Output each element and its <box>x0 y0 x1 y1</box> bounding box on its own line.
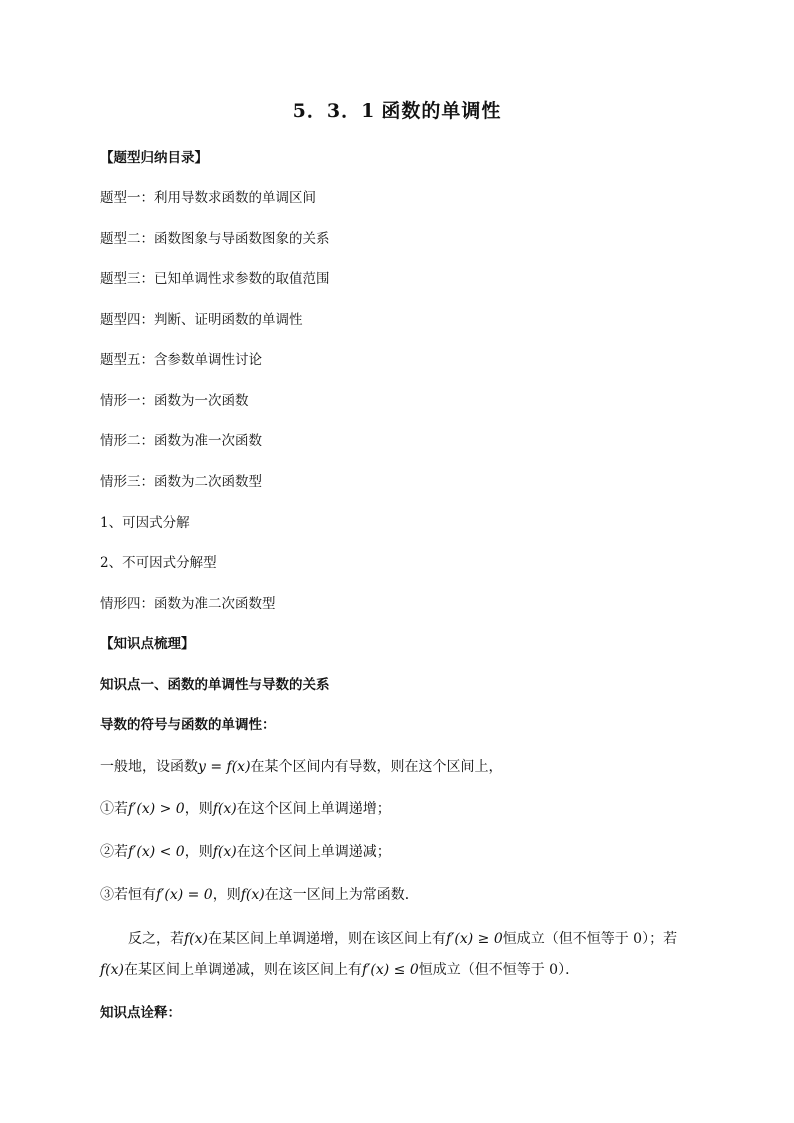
converse-text-b: 在某区间上单调递增，则在该区间上有 <box>208 931 447 947</box>
catalog-item-9: 1、可因式分解 <box>100 515 190 531</box>
converse-math-2: f′(x) ≥ 0 <box>446 931 503 947</box>
catalog-item-6: 情形一：函数为一次函数 <box>100 393 249 409</box>
converse-text-d: 在某区间上单调递减，则在该区间上有 <box>124 962 363 978</box>
converse-math-3: f(x) <box>100 962 125 978</box>
case-2-line <box>100 842 391 862</box>
case-3-text-c: 在这一区间上为常函数． <box>264 887 419 903</box>
catalog-item-7: 情形二：函数为准一次函数 <box>100 433 262 449</box>
title-text: 函数的单调性 <box>381 100 502 122</box>
intro-math: y = f(x) <box>198 759 251 775</box>
catalog-item-2: 题型二：函数图象与导函数图象的关系 <box>100 231 330 247</box>
catalog-item-5: 题型五：含参数单调性讨论 <box>100 352 262 368</box>
catalog-item-3: 题型三：已知单调性求参数的取值范围 <box>100 271 330 287</box>
case-1-math-2: f(x) <box>212 801 237 817</box>
case-3-math-1: f′(x) = 0 <box>156 887 213 903</box>
converse-math-4: f′(x) ≤ 0 <box>362 962 419 978</box>
case-1-text-c: 在这个区间上单调递增； <box>236 801 391 817</box>
section-number: 5．3．1 <box>292 100 376 122</box>
catalog-header: 【题型归纳目录】 <box>100 150 208 166</box>
case-2-math-1: f′(x) < 0 <box>128 844 185 860</box>
converse-text-e: 恒成立（但不恒等于 0）． <box>418 962 580 978</box>
converse-math-1: f(x) <box>184 931 209 947</box>
intro-line <box>100 757 503 777</box>
case-3-text-a: ③若恒有 <box>100 887 156 903</box>
converse-paragraph <box>100 924 700 986</box>
catalog-item-1: 题型一：利用导数求函数的单调区间 <box>100 190 316 206</box>
case-2-text-b: ，则 <box>184 844 213 860</box>
case-1-text-b: ，则 <box>184 801 213 817</box>
converse-text-c: 恒成立（但不恒等于 0）；若 <box>502 931 678 947</box>
intro-text-a: 一般地，设函数 <box>100 759 198 775</box>
case-3-line <box>100 885 419 905</box>
knowledge-point-1-title: 知识点一、函数的单调性与导数的关系 <box>100 677 330 693</box>
knowledge-header: 【知识点梳理】 <box>100 636 195 652</box>
case-3-text-b: ，则 <box>212 887 241 903</box>
explanation-title: 知识点诠释： <box>100 1005 181 1021</box>
case-2-text-a: ②若 <box>100 844 128 860</box>
catalog-item-11: 情形四：函数为准二次函数型 <box>100 596 276 612</box>
converse-text-a: 反之，若 <box>128 931 184 947</box>
case-1-line <box>100 799 391 819</box>
case-3-math-2: f(x) <box>240 887 265 903</box>
page-title <box>0 96 794 123</box>
catalog-item-10: 2、不可因式分解型 <box>100 555 217 571</box>
catalog-item-4: 题型四：判断、证明函数的单调性 <box>100 312 303 328</box>
case-1-math-1: f′(x) > 0 <box>128 801 185 817</box>
catalog-item-8: 情形三：函数为二次函数型 <box>100 474 262 490</box>
intro-text-b: 在某个区间内有导数，则在这个区间上， <box>250 759 503 775</box>
case-2-math-2: f(x) <box>212 844 237 860</box>
case-1-text-a: ①若 <box>100 801 128 817</box>
derivative-sign-title: 导数的符号与函数的单调性： <box>100 717 276 733</box>
case-2-text-c: 在这个区间上单调递减； <box>236 844 391 860</box>
